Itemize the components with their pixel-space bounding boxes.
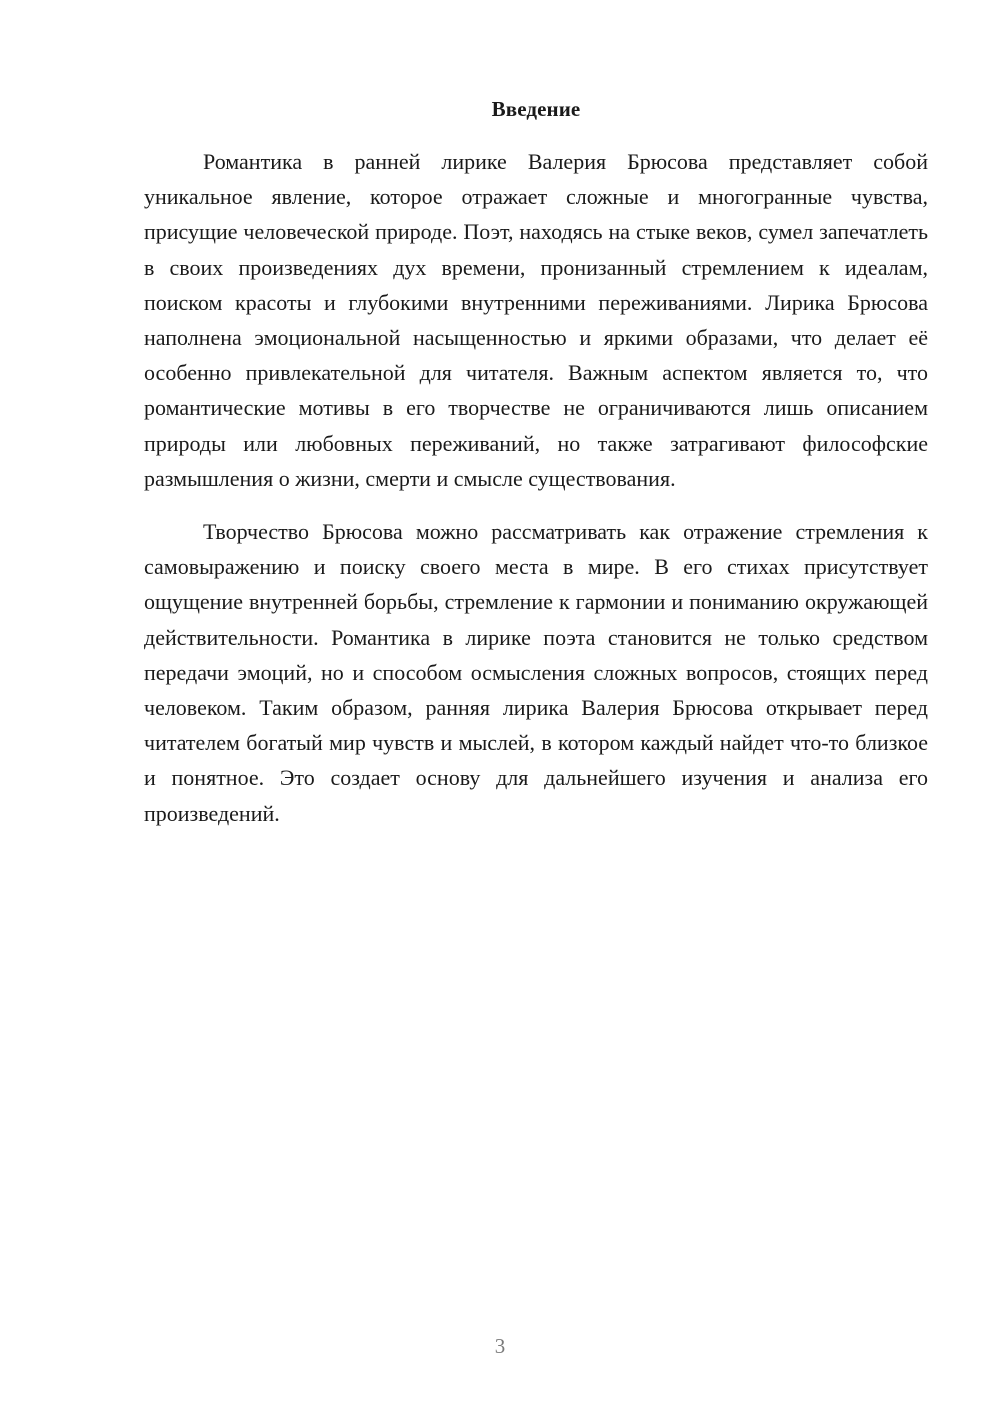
page-content [144, 92, 928, 831]
page-number: 3 [494, 1334, 506, 1358]
paragraph-2: Творчество Брюсова можно рассматривать как отражение стремления к самовыражению и поиску своего места в мире. В его стихах присутствует ощущение внутренней борьбы, стремление к гармонии и пониманию окружающей действительности. Романтика в лирике поэта становится не только средством передачи эмоций, но и способом осмысления сложных вопросов, стоящих перед человеком. Таким образом, ранняя лирика Валерия Брюсова открывает перед читателем богатый мир чувств и мыслей, в котором каждый найдет что-то близкое и понятное. Это создает основу для дальнейшего изучения и анализа его произведений. [144, 519, 928, 826]
section-heading: Введение [491, 97, 581, 121]
paragraph-1: Романтика в ранней лирике Валерия Брюсова представляет собой уникальное явление, которое отражает сложные и многогранные чувства, присущие человеческой природе. Поэт, находясь на стыке веков, сумел запечатлеть в своих произведениях дух времени, пронизанный стремлением к идеалам, поиском красоты и глубокими внутренними переживаниями. Лирика Брюсова наполнена эмоциональной насыщенностью и яркими образами, что делает её особенно привлекательной для читателя. Важным аспектом является то, что романтические мотивы в его творчестве не ограничиваются лишь описанием природы или любовных переживаний, но также затрагивают философские размышления о жизни, смерти и смысле существования. [144, 149, 928, 491]
